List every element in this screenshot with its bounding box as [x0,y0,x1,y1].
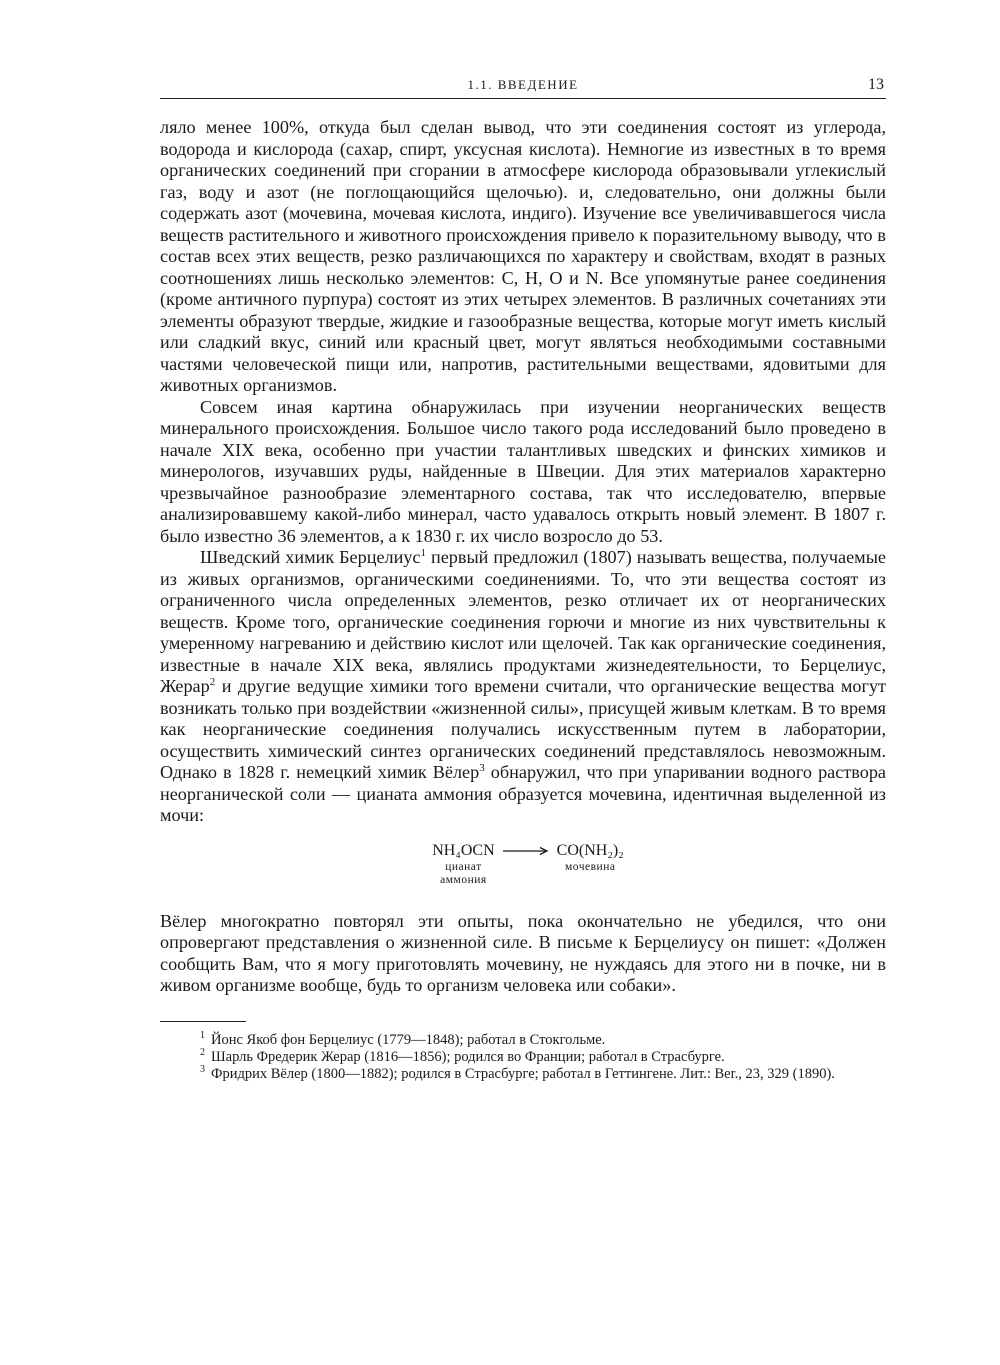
product-formula: CO(NH₂)₂ [556,841,624,859]
reaction-arrow-icon [501,841,551,861]
book-page [160,74,886,1083]
paragraph-4: Вёлер многократно повторял эти опыты, пока окончательно не убедился, что они опровергают представления о жизненной силе. В письме к Берцелиусу он пишет: «Должен сообщить Вам, что я могу приготовлять мочевину, не нуждаясь для этого ни в почке, ни в живом организме вообще, будь то организм человека или собаки». [160,910,886,995]
footnote-2 [160,1046,886,1066]
paragraph-3-part-2: первый предложил (1807) называть вещества, получаемые из живых организмов, органическими соединениями. То, что эти вещества состоят из ограниченного числа определенных элементов, резко отличает их от неорганических веществ. Кроме того, органические соединения горючи и многие из них чувствительны к умеренному нагреванию и действию кислот или щелочей. Так как органические соединения, известные в начале XIX века, являлись продуктами жизнедеятельности, то Берцелиус, Жерар [160,547,886,696]
page-number: 13 [868,76,884,93]
reactant-formula: NH₄OCN [432,841,495,859]
product-term [557,841,624,874]
footnote-mark-2: 2 [200,1046,205,1058]
paragraph-3-part-4: обнаружил, что при упаривании водного раствора неорганической соли — цианата аммония образуется мочевина, идентичная выделенной из мочи: [160,762,887,825]
footnote-mark-1: 1 [200,1029,205,1041]
product-label: мочевина [565,860,616,873]
footnote-mark-3: 3 [200,1063,205,1075]
main-text [160,117,886,997]
paragraph-3-part-1: Шведский химик Берцелиус [200,547,421,567]
running-header [160,74,886,99]
reactant-label-line-1: цианат [445,860,482,873]
reactant-label-line-2: аммония [440,873,487,886]
footnote-text-3: Фридрих Вёлер (1800—1882); родился в Страсбурге; работал в Геттингене. Лит.: Ber., 23, 329 (1890). [211,1065,835,1082]
paragraph-1: ляло менее 100%, откуда был сделан вывод, что эти соединения состоят из углерода, водорода и кислорода (сахар, спирт, уксусная кислота). Немногие из известных в то время органических соединений при сгорании в атмосфере кислорода образовывали углекислый газ, воду и азот (не поглощающийся щелочью). и, следовательно, они должны были содержать азот (мочевина, мочевая кислота, индиго). Изучение все увеличивавшегося числа веществ растительного и животного происхождения привело к поразительному выводу, что в состав всех этих веществ, резко различающихся по характеру и свойствам, входят в разных соотношениях лишь несколько элементов: С, Н, О и N. Все упомянутые ранее соединения (кроме античного пурпура) состоят из этих четырех элементов. В различных сочетаниях эти элементы образуют твердые, жидкие и газообразные вещества, которые могут иметь кислый или сладкий вкус, синий или красный цвет, могут являться необходимыми составными частями человеческой пищи или, напротив, растительными веществами, ядовитыми для животных организмов. [160,117,886,395]
chemical-equation [160,841,886,887]
footnote-text-1: Йонс Якоб фон Берцелиус (1779—1848); работал в Стокгольме. [211,1031,606,1048]
paragraph-2: Совсем иная картина обнаружилась при изучении неорганических веществ минерального происхождения. Большое число такого рода исследований было проведено в начале XIX века, особенно при участии талантливых шведских и финских химиков и минерологов, изучавших руды, найденные в Швеции. Для этих материалов характерно чрезвычайное разнообразие элементарного состава, так что исследователю, впервые анализировавшему какой-либо минерал, часто удавалось открыть новый элемент. В 1807 г. было известно 36 элементов, а к 1830 г. их число возросло до 53. [160,396,886,546]
footnote-3 [160,1063,886,1083]
footnote-text-2: Шарль Фредерик Жерар (1816—1856); родился во Франции; работал в Страсбурге. [211,1048,725,1065]
footnote-ref-2: 2 [209,675,216,688]
reactant-label [440,861,487,887]
footnote-ref-3: 3 [479,761,485,774]
footnotes [160,1029,886,1083]
reactant-term [432,841,494,887]
footnote-ref-1: 1 [420,546,426,559]
footnote-1 [160,1029,886,1049]
footnote-divider [160,1021,246,1022]
paragraph-3 [160,547,886,827]
section-title: 1.1. ВВЕДЕНИЕ [467,77,579,92]
paragraph-3-part-3: и другие ведущие химики того времени считали, что органические вещества могут возникать только при воздействии «жизненной силы», присущей живым клеткам. В то время как неорганические соединения получались искусственным путем в лаборатории, осуществить химический синтез органических соединений представлялось невозможным. Однако в 1828 г. немецкий химик Вёлер [160,676,886,782]
